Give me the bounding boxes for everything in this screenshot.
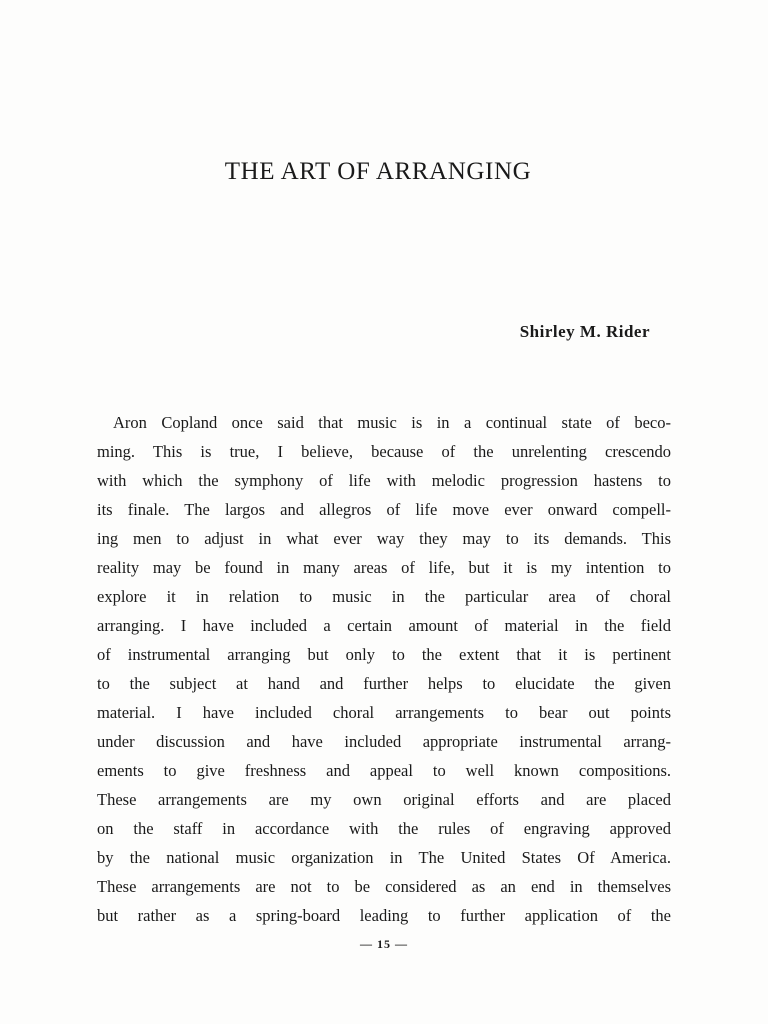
text-line: by the national music organization in The United States Of America. [97,848,671,867]
text-line: material. I have included choral arrangements to bear out points [97,703,671,722]
author-name: Shirley M. Rider [519,322,650,341]
text-line: with which the symphony of life with melodic progression hastens to [97,471,671,490]
page-number: — 15 — [360,937,408,951]
text-line: its finale. The largos and allegros of life move ever onward compell- [97,500,671,519]
text-line: These arrangements are my own original efforts and are placed [97,790,671,809]
text-line: but rather as a spring-board leading to further application of the [97,906,671,925]
text-line: ing men to adjust in what ever way they may to its demands. This [97,529,671,548]
body-paragraph [97,408,671,930]
text-line: of instrumental arranging but only to the extent that it is pertinent [97,645,671,664]
text-line: arranging. I have included a certain amount of material in the field [97,616,671,635]
text-line: ements to give freshness and appeal to well known compositions. [97,761,671,780]
text-line: These arrangements are not to be considered as an end in themselves [97,877,671,896]
text-line: reality may be found in many areas of life, but it is my intention to [97,558,671,577]
text-line: on the staff in accordance with the rules of engraving approved [97,819,671,838]
text-line: Aron Copland once said that music is in a continual state of beco- [113,413,671,432]
text-line: to the subject at hand and further helps to elucidate the given [97,674,671,693]
text-line: under discussion and have included appropriate instrumental arrang- [97,732,671,751]
chapter-title: THE ART OF ARRANGING [224,158,532,185]
text-line: explore it in relation to music in the particular area of choral [97,587,671,606]
text-line: ming. This is true, I believe, because of the unrelenting crescendo [97,442,671,461]
